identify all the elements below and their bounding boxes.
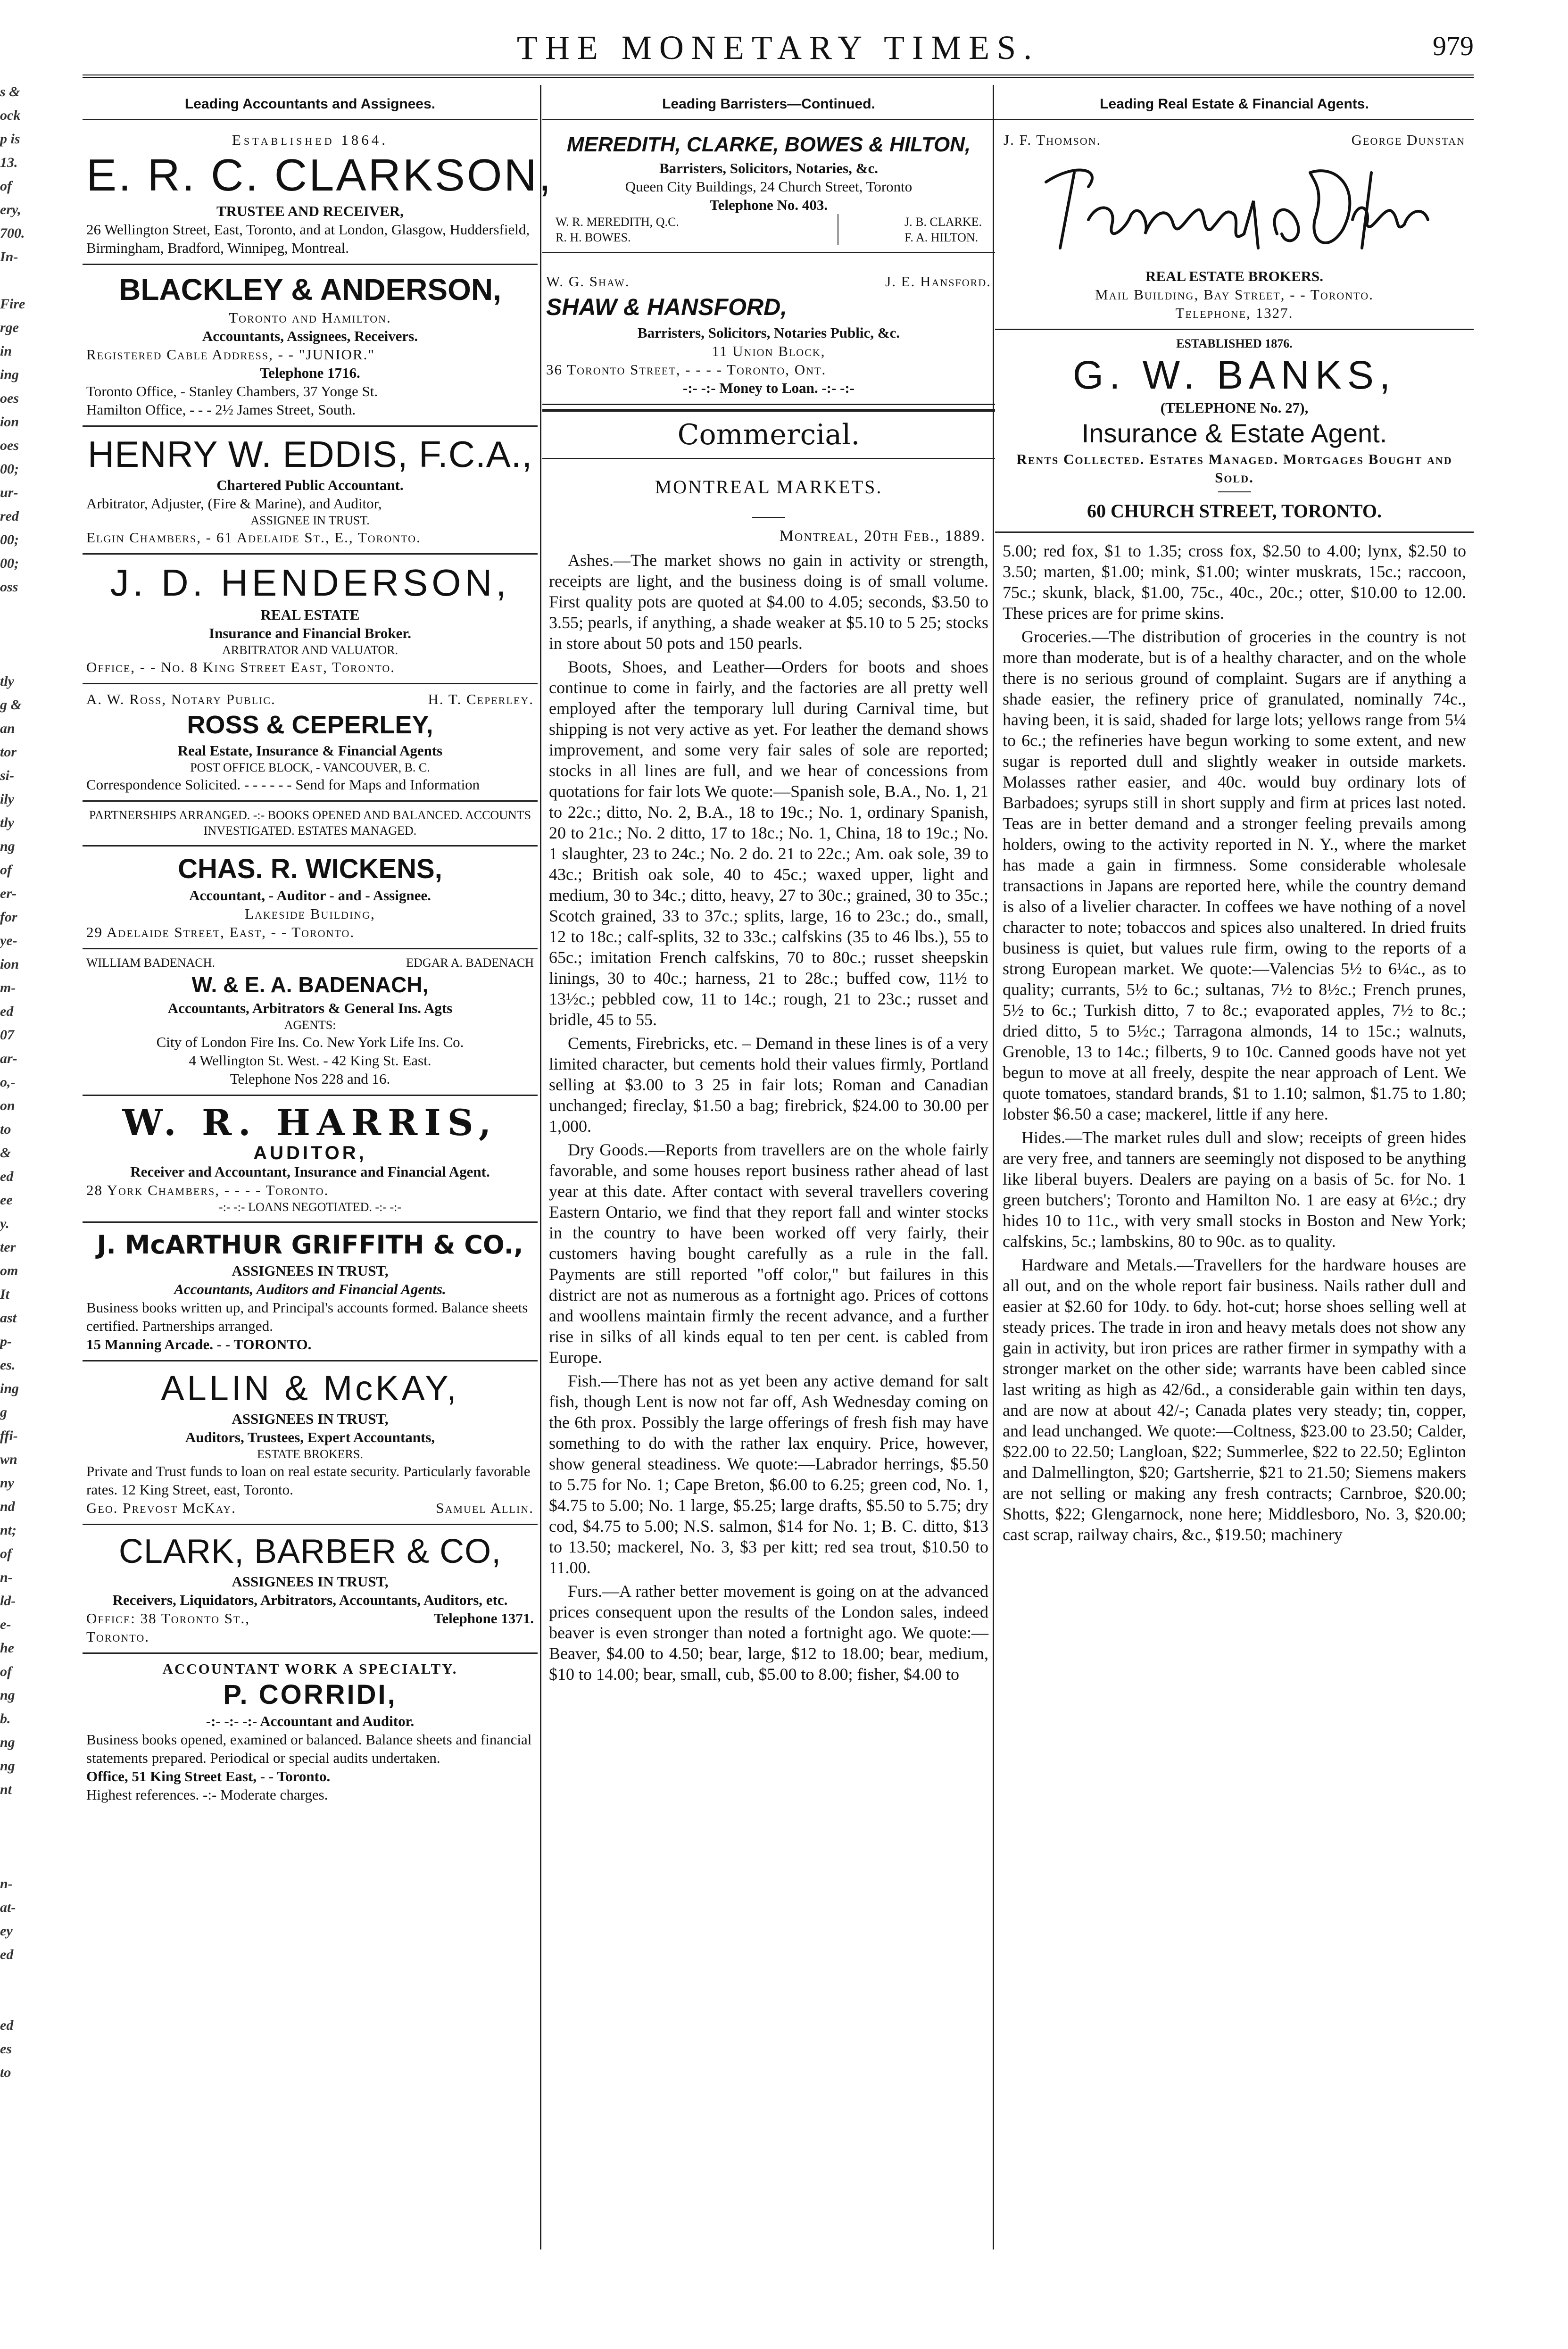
margin-fragment: wn (0, 1452, 17, 1467)
firm-role: Accountants, Auditors and Financial Agents. (174, 1281, 446, 1297)
margin-fragment (0, 1849, 24, 1872)
margin-fragment: 13. (0, 155, 18, 170)
firm-role: Receivers, Liquidators, Arbitrators, Accountants, Auditors, etc. (112, 1592, 508, 1608)
telephone: Telephone Nos 228 and 16. (230, 1071, 390, 1087)
partner-names (546, 214, 991, 245)
margin-fragment: o,- (0, 1074, 16, 1090)
firm-name: J. McARTHUR GRIFFITH & CO., (97, 1230, 523, 1260)
margin-fragment: of (0, 1664, 12, 1679)
firm-role: Chartered Public Accountant. (216, 477, 404, 493)
margin-fragment: oss (0, 579, 18, 595)
margin-fragment: nt (0, 1782, 12, 1797)
firm-address: 26 Wellington Street, East, Toronto, and at London, Glasgow, Huddersfield, Birmingham, Bradford, Winnipeg, Montreal. (86, 221, 530, 256)
partner-names (999, 131, 1470, 149)
margin-fragment: of (0, 1546, 12, 1561)
margin-fragment: ld- (0, 1593, 16, 1609)
telephone: Telephone 1371. (433, 1610, 534, 1627)
margin-fragment: es (0, 2041, 12, 2057)
margin-fragment: an (0, 721, 15, 736)
margin-fragment: m- (0, 980, 16, 996)
article-paragraph: Boots, Shoes, and Leather—Orders for boots and shoes continue to come in fairly, and the factories are all pretty well employed after the temporary lull during Carnival time, but shipping is not very active as yet. For leather the demand shows improvement, and some very fair sales of sole are reported; stocks in all lines are full, and we hear of concessions from quotations for fair lots We quote:—Spanish sole, B.A., No. 1, 21 to 22c.; ditto, No. 2, B.A., 18 to 19c.; No. 1, ordinary Spanish, 20 to 21c.; No. 2 ditto, 17 to 18c.; No. 1, China, 18 to 19c.; No. 1 slaughter, 23 to 24c.; No. 2 do. 21 to 22c.; Am. oak sole, 39 to 43c.; British oak sole, 40 to 45c.; waxed upper, light and medium, 30 to 34c.; ditto, heavy, 27 to 30c.; grained, 30 to 35c.; Scotch grained, 33 to 37c.; splits, large, 16 to 23c.; do., small, 12 to 18c.; calf-splits, 32 to 33c.; calfskins (35 to 46 lbs.), 55 to 65c.; imitation French calfskins, 70 to 80c.; russet sheepskin linings, 30 to 40c.; harness, 21 to 28c.; buffed cow, 11½ to 13½c.; pebbled cow, 11 to 14c.; rough, 21 to 23c.; russet and bridle, 45 to 55. (549, 657, 988, 1029)
office-line: Toronto Office, - Stanley Chambers, 37 Yonge St. (86, 383, 378, 399)
margin-fragment: for (0, 909, 17, 925)
margin-fragment: rge (0, 320, 19, 335)
ad-shaw-hansford (542, 253, 995, 405)
margin-fragment: ed (0, 1947, 14, 1962)
ad-eddis (83, 427, 538, 555)
article-body (542, 550, 995, 1685)
article-paragraph: Cements, Firebricks, etc. – Demand in these lines is of a very limited character, but cements hold their values firmly, Portland selling at $3.00 to 3 25 in fair lots; Roman and Canadian unchanged; fireclay, $1.50 a bag; firebrick, $24.00 to 30.00 per 1,000. (549, 1034, 988, 1136)
margin-fragment: p is (0, 131, 20, 147)
margin-fragment (0, 269, 24, 292)
margin-fragment: nt; (0, 1522, 17, 1538)
margin-fragment: y. (0, 1216, 9, 1231)
ad-griffith (83, 1223, 538, 1361)
established-line: Established 1864. (232, 132, 389, 148)
margin-fragment: ion (0, 956, 19, 972)
margin-fragment: er- (0, 886, 17, 901)
column-barristers-commercial (542, 85, 995, 2249)
margin-fragment: oes (0, 438, 19, 453)
margin-fragment: g & (0, 697, 22, 713)
firm-role: Barristers, Solicitors, Notaries Public, &c. (637, 324, 900, 341)
ad-allin-mckay (83, 1361, 538, 1525)
ad-meredith (542, 125, 995, 253)
signature-graphic (1032, 154, 1437, 262)
margin-fragment: si- (0, 768, 14, 783)
margin-fragment: at- (0, 1900, 16, 1915)
telephone: Telephone No. 403. (709, 197, 828, 213)
firm-address: Office, 51 King Street East, - - Toronto. (86, 1768, 331, 1785)
margin-fragment: ed (0, 1004, 14, 1019)
ad-blackley-anderson (83, 265, 538, 427)
firm-role: REAL ESTATE (260, 606, 360, 623)
section-title-commercial: Commercial. (542, 409, 995, 459)
partners-left (556, 214, 679, 245)
margin-fragment (0, 623, 24, 646)
margin-fragment: ng (0, 1758, 15, 1774)
margin-fragment: ng (0, 1687, 15, 1703)
margin-fragment: es. (0, 1357, 16, 1373)
firm-role: Real Estate, Insurance & Financial Agents (177, 742, 443, 759)
ad-wickens (83, 847, 538, 949)
margin-fragment: 07 (0, 1027, 14, 1043)
margin-fragment: ing (0, 367, 19, 382)
dateline: Montreal, 20th Feb., 1889. (779, 527, 986, 545)
margin-fragment (0, 599, 24, 623)
spacer (995, 533, 1474, 540)
margin-fragment: nd (0, 1499, 15, 1514)
margin-fragment: e- (0, 1617, 11, 1632)
margin-fragment: ye- (0, 933, 17, 948)
cable-address: Registered Cable Address, - - "JUNIOR." (86, 346, 375, 363)
firm-desc: Rents Collected. Estates Managed. Mortgages Bought and Sold. (1016, 451, 1452, 486)
ad-corridi (83, 1654, 538, 1810)
margin-fragment: ock (0, 108, 21, 123)
partner-right: EDGAR A. BADENACH (406, 956, 534, 970)
column-rule-1 (540, 85, 541, 2249)
partner-name: J. B. CLARKE. (904, 215, 982, 229)
article-paragraph: Hardware and Metals.—Travellers for the hardware houses are all out, and on the whole report fair business. Nails rather dull and easier at $2.60 for 10dy. to 6dy. hot-cut; horse shoes selling well at steady prices. The trade in iron and heavy metals does not show any gain in activity, but iron prices are rather firmer in sympathy with a stronger market on the other side; warrants have been cabled since last writing as high as 42/6d., a considerable gain within ten days, and are now at about 42/-; Canada plates very steady; tin, copper, and lead unchanged. We quote:—Coltness, $23.00 to 23.50; Calder, $22.00 to 22.50; Langloan, $22; Summerlee, $22 to 22.50; Eglinton and Dalmellington, $20; Gartsherrie, $21 to 21.50; Siemens makers are not selling or making any fresh contracts; Carnbroe, $20.00; Shotts, $22; Glengarnock, none here; Middlesboro, No. 3, $20.00; cast scrap, railway chairs, &c., $19.50; machinery (1003, 1255, 1466, 1544)
firm-address: Elgin Chambers, - 61 Adelaide St., E., Toronto. (86, 529, 421, 546)
column-accountants (83, 85, 553, 2249)
margin-fragment (0, 1990, 24, 2014)
assignee-line: ASSIGNEE IN TRUST. (250, 514, 370, 527)
article-paragraph: Fish.—There has not as yet been any active demand for salt fish, though Lent is now not far off, Ash Wednesday coming on the 6th prox. Possibly the large offerings of fresh fish may have something to do with the rather lax enquiry. Price, however, show general steadiness. We quote:—Labrador herrings, $5.50 to 5.75 for No. 1; Cape Breton, $6.00 to 6.25; green cod, No. 1, $4.75 to 5.00; No. 1 large, $5.25; large drafts, $5.50 to 5.75; dry cod, $4.75 to 5.00; N.S. salmon, $14 for No. 1; B. C. ditto, $13 to 13.50; mackerel, No. 3, $3 per kitt; red sea trout, $10.50 to 11.00. (549, 1371, 988, 1577)
margin-fragment: 700. (0, 225, 25, 241)
firm-name: ALLIN & McKAY, (161, 1369, 459, 1408)
telephone: Telephone 1716. (260, 365, 360, 381)
margin-fragment: n- (0, 1876, 13, 1892)
margin-fragment: 00; (0, 556, 19, 571)
firm-name: P. CORRIDI, (223, 1679, 397, 1710)
firm-desc: Receiver and Accountant, Insurance and Financial Agent. (130, 1163, 490, 1180)
margin-fragment: 00; (0, 532, 19, 548)
ad-rule (1218, 491, 1251, 492)
firm-role: Insurance and Financial Broker. (209, 625, 411, 641)
article-body-continued (995, 540, 1474, 1545)
article-paragraph: Furs.—A rather better movement is going on at the advanced prices consequent upon the results of the London sales, indeed beaver is even stronger than noted a fortnight ago. We quote:—Beaver, $4.00 to 4.50; bear, large, $12 to 18.00; bear, medium, $10 to 14.00; bear, small, cub, $5.00 to 8.00; fisher, $4.00 to (549, 1582, 988, 1684)
loans-line: -:- -:- LOANS NEGOTIATED. -:- -:- (218, 1200, 402, 1214)
margin-fragment: ey (0, 1923, 13, 1939)
telephone: (TELEPHONE No. 27), (1160, 399, 1309, 416)
firm-role: REAL ESTATE BROKERS. (1145, 268, 1323, 284)
margin-fragment (0, 646, 24, 670)
ad-clark-barber (83, 1525, 538, 1654)
title-rule (752, 517, 785, 518)
partner-name: R. H. BOWES. (556, 231, 631, 244)
margin-fragment: ng (0, 1735, 15, 1750)
left-margin-fragments (0, 80, 25, 2080)
firm-name: ROSS & CEPERLEY, (187, 711, 433, 739)
margin-fragment (0, 1967, 24, 1990)
article-paragraph: 5.00; red fox, $1 to 1.35; cross fox, $2.50 to 4.00; lynx, $2.50 to 3.50; marten, $1.00; mink, $1.00; winter muskrats, 15c.; raccoon, 75c.; skunk, black, $1.00, 75c., 40c., 20c.; otter, $10.00 to 12.00. These prices are for prime skins. (1003, 541, 1466, 623)
publication-title: THE MONETARY TIMES. (516, 29, 1040, 66)
firm-role: Auditors, Trustees, Expert Accountants, (185, 1429, 435, 1445)
margin-fragment: of (0, 862, 12, 878)
margin-fragment: tly (0, 815, 14, 830)
specialty-line: ACCOUNTANT WORK A SPECIALTY. (162, 1660, 458, 1677)
margin-fragment: n- (0, 1569, 13, 1585)
agents-label: AGENTS: (284, 1018, 336, 1032)
partner-names (86, 690, 534, 708)
margin-fragment: g (0, 1404, 7, 1420)
section-heading: Leading Real Estate & Financial Agents. (995, 85, 1474, 120)
partner-name: W. R. MEREDITH, Q.C. (556, 215, 679, 229)
building: Lakeside Building, (245, 905, 375, 922)
firm-place: Toronto and Hamilton. (229, 309, 391, 326)
firm-role: TRUSTEE AND RECEIVER, (216, 203, 404, 219)
margin-fragment: ion (0, 414, 19, 430)
building: 11 Union Block, (712, 343, 826, 359)
margin-fragment: ng (0, 838, 15, 854)
signature-thomson-dunstan (999, 149, 1470, 267)
header-rule (83, 75, 1474, 78)
margin-fragment: ery, (0, 202, 21, 217)
masthead (83, 28, 1474, 71)
margin-fragment: ast (0, 1310, 17, 1326)
partner-names (546, 272, 991, 291)
partners-right (838, 214, 982, 245)
references-line: Highest references. -:- Moderate charges. (86, 1786, 328, 1803)
office-line: Office: 38 Toronto St., Toronto. (86, 1610, 250, 1645)
margin-fragment (0, 1801, 24, 1825)
margin-fragment: b. (0, 1711, 11, 1726)
partner-left: W. G. Shaw. (546, 273, 630, 290)
margin-fragment: ur- (0, 485, 18, 500)
firm-name: CHAS. R. WICKENS, (178, 854, 442, 884)
firm-name: BLACKLEY & ANDERSON, (119, 273, 501, 307)
margin-fragment: om (0, 1263, 18, 1278)
firm-name: W. R. HARRIS, (122, 1102, 498, 1144)
partner-names (86, 955, 534, 971)
article-paragraph: Groceries.—The distribution of groceries in the country is not more than moderate, but is of a healthy character, and on the whole there is no serious ground of complaint. Sugars are if anything a shade easier, the refinery price of granulated, nominally 74c., having been, it is said, shaded for large lots; yellows range from 5¼ to 6c.; the refineries have begun working to some extent, and new sugar is reported dull and slightly weaker in outside markets. Molasses rather easier, and 40c. would buy ordinary lots of Barbadoes; syrups still in short supply and firm at prices last noted. Teas are in better demand and a stronger feeling prevails among holders, owing to the activity reported in N. Y., where the market has made a gain in firmness. Some considerable wholesale transactions in Japans are reported here, while the country demand is also of a livelier character. In coffees we have nothing of a novel character to note; tobaccos and spices also unaltered. In dried fruits business is quiet, but values rule firm, owing to the reports of a strong European market. We quote:—Valencias 5½ to 6¼c., as to quality; currants, 5½ to 6c.; sultanas, 7½ to 8½c.; French prunes, 5½ to 6c.; Turkish ditto, 7 to 8c.; evaporated apples, 7½ to 8c.; dried ditto, 5 to 5½c.; Tarragona almonds, 14 to 15c.; walnuts, Grenoble, 13 to 14c.; filberts, 9 to 10c. Canned goods have not yet begun to move at all freely, despite the near approach of Lent. We quote tomatoes, standard brands, $1 to 1.10; salmon, $1.75 to 1.80; lobster $6.50 a case; mackerel, little if any here. (1003, 627, 1466, 1123)
margin-fragment: ny (0, 1475, 14, 1491)
firm-role: Barristers, Solicitors, Notaries, &c. (659, 160, 878, 176)
margin-fragment: s & (0, 84, 20, 100)
firm-role: ESTATE BROKERS. (257, 1447, 363, 1461)
margin-fragment: In- (0, 249, 18, 265)
ad-badenach (83, 949, 538, 1096)
firm-desc: Business books opened, examined or balanced. Balance sheets and financial statements prepared. Periodical or special audits undertaken. (86, 1731, 532, 1766)
firm-address: Mail Building, Bay Street, - - Toronto. (1095, 286, 1374, 303)
firm-address: 36 Toronto Street, - - - - Toronto, Ont. (546, 361, 827, 378)
firm-role: ARBITRATOR AND VALUATOR. (222, 643, 398, 657)
article-paragraph: Ashes.—The market shows no gain in activity or strength, receipts are light, and the business doing is of small volume. First quality pots are quoted at $4.00 to 4.05; seconds, $3.50 to 3.55; pearls, if anything, a shade weaker at $5.10 to 5 25; stocks in store about 50 pots and 150 pearls. (549, 551, 988, 653)
firm-role: Accountants, Assignees, Receivers. (202, 328, 418, 344)
article-paragraph: Hides.—The market rules dull and slow; receipts of green hides are very free, and tanners are seemingly not disposed to be anything like liberal buyers. Dealers are paying on a basis of 5c. for No. 1 green butchers'; Toronto and Hamilton No. 1 are easy at 6½c.; dry hides 10 to 11c., with very small stocks in Boston and New York; calfskins, 5c.; lambskins, 80 to 90c. as to quality. (1003, 1128, 1466, 1251)
agents-line: City of London Fire Ins. Co. New York Life Ins. Co. (156, 1034, 464, 1050)
margin-fragment: he (0, 1640, 14, 1656)
margin-fragment: ter (0, 1239, 16, 1255)
firm-role: ASSIGNEES IN TRUST, (232, 1262, 389, 1279)
firm-address: 28 York Chambers, - - - - Toronto. (86, 1182, 329, 1198)
margin-fragment: on (0, 1098, 15, 1113)
margin-fragment: tor (0, 744, 17, 760)
firm-name: J. D. HENDERSON, (110, 562, 510, 604)
firm-name: G. W. BANKS, (1072, 353, 1396, 397)
margin-fragment: of (0, 178, 12, 194)
firm-name: SHAW & HANSFORD, (546, 294, 788, 320)
firm-role: ASSIGNEES IN TRUST, (232, 1411, 389, 1427)
margin-fragment: ing (0, 1381, 19, 1396)
margin-fragment: p- (0, 1334, 12, 1349)
correspondence-line: Correspondence Solicited. - - - - - - Send for Maps and Information (86, 776, 480, 793)
office-line: Hamilton Office, - - - 2½ James Street, South. (86, 401, 356, 418)
article-paragraph: Dry Goods.—Reports from travellers are on the whole fairly favorable, and some houses report business rather ahead of last year at this date. After contact with several travellers covering Eastern Ontario, we find that they report fall and winter stocks in the country to have been worked off very fairly, their customers having bought carefully as a rule in the fall. Payments are still reported "off color," but failures in this district are not as numerous as a fortnight ago. Prices of cottons and woollens maintain firmly the recent advance, and a further rise in silks of all kinds equal to ten per cent. is cabled from Europe. (549, 1140, 988, 1367)
firm-name: MEREDITH, CLARKE, BOWES & HILTON, (566, 133, 971, 156)
margin-fragment: & (0, 1145, 11, 1161)
partner-right: Samuel Allin. (436, 1500, 534, 1516)
firm-desc: Business books written up, and Principal's accounts formed. Balance sheets certified. Partnerships arranged. (86, 1299, 528, 1334)
margin-fragment: to (0, 1121, 11, 1137)
partner-right: George Dunstan (1351, 132, 1465, 148)
partner-left: A. W. Ross, Notary Public. (86, 691, 276, 707)
partner-left: Geo. Prevost McKay. (86, 1500, 236, 1516)
firm-role: Insurance & Estate Agent. (1081, 418, 1387, 448)
firm-address: Queen City Buildings, 24 Church Street, Toronto (625, 178, 913, 195)
partner-right: H. T. Ceperley. (428, 691, 534, 707)
ad-clarkson (83, 125, 553, 265)
firm-desc: Arbitrator, Adjuster, (Fire & Marine), and Auditor, (86, 495, 382, 512)
established-line: ESTABLISHED 1876. (1176, 337, 1293, 350)
partner-left: J. F. Thomson. (1004, 132, 1102, 148)
margin-fragment: ed (0, 2017, 14, 2033)
firm-name: CLARK, BARBER & CO, (118, 1533, 502, 1570)
margin-fragment: 00; (0, 461, 19, 477)
firm-role: ASSIGNEES IN TRUST, (232, 1573, 389, 1590)
partner-left: WILLIAM BADENACH. (86, 956, 215, 970)
firm-role: AUDITOR, (253, 1143, 367, 1163)
ad-henderson (83, 555, 538, 684)
partner-names (86, 1499, 534, 1517)
margin-fragment: ed (0, 1169, 14, 1184)
firm-name: E. R. C. CLARKSON, (86, 150, 553, 200)
margin-fragment: tly (0, 673, 14, 689)
money-line: -:- -:- Money to Loan. -:- -:- (682, 380, 855, 396)
partner-right: J. E. Hansford. (885, 273, 991, 290)
margin-fragment: ee (0, 1192, 13, 1208)
office-telephone (86, 1609, 534, 1646)
section-heading: Leading Barristers—Continued. (542, 85, 995, 120)
margin-fragment: in (0, 343, 12, 359)
margin-fragment: red (0, 508, 19, 524)
ad-partnerships: PARTNERSHIPS ARRANGED. -:- BOOKS OPENED AND BALANCED. ACCOUNTS INVESTIGATED. ESTATES MANAGED. (83, 802, 538, 847)
margin-fragment: ar- (0, 1051, 17, 1066)
firm-role: -:- -:- -:- Accountant and Auditor. (206, 1713, 415, 1729)
partner-name: F. A. HILTON. (904, 231, 979, 244)
margin-fragment (0, 1825, 24, 1849)
firm-name: HENRY W. EDDIS, F.C.A., (87, 433, 533, 475)
firm-desc: Private and Trust funds to loan on real estate security. Particularly favorable rates. 12 King Street, east, Toronto. (86, 1463, 531, 1498)
telephone: Telephone, 1327. (1175, 305, 1294, 321)
agents-line: 4 Wellington St. West. - 42 King St. East. (189, 1052, 431, 1069)
firm-role: Accountant, - Auditor - and - Assignee. (189, 887, 431, 904)
firm-address: Office, - - No. 8 King Street East, Toronto. (86, 659, 396, 675)
ad-ross-ceperley (83, 684, 538, 802)
firm-address: 29 Adelaide Street, East, - - Toronto. (86, 924, 355, 940)
margin-fragment: ily (0, 791, 14, 807)
margin-fragment: to (0, 2065, 11, 2080)
ad-banks (995, 330, 1474, 533)
firm-address: 15 Manning Arcade. - - TORONTO. (86, 1336, 312, 1353)
margin-fragment: ffi- (0, 1428, 18, 1444)
firm-name: W. & E. A. BADENACH, (191, 972, 429, 997)
article-title: MONTREAL MARKETS. (655, 476, 883, 498)
column-real-estate (995, 85, 1474, 2249)
section-heading: Leading Accountants and Assignees. (83, 85, 538, 120)
firm-role: Accountants, Arbitrators & General Ins. Agts (167, 1000, 453, 1016)
firm-address: 60 CHURCH STREET, TORONTO. (1087, 500, 1382, 522)
margin-fragment: oes (0, 390, 19, 406)
margin-fragment: It (0, 1287, 10, 1302)
margin-fragment: Fire (0, 296, 25, 312)
page-number: 979 (1433, 31, 1474, 61)
firm-address: POST OFFICE BLOCK, - VANCOUVER, B. C. (190, 761, 430, 774)
ad-harris (83, 1096, 538, 1223)
ad-thomson-dunstan (995, 125, 1474, 330)
